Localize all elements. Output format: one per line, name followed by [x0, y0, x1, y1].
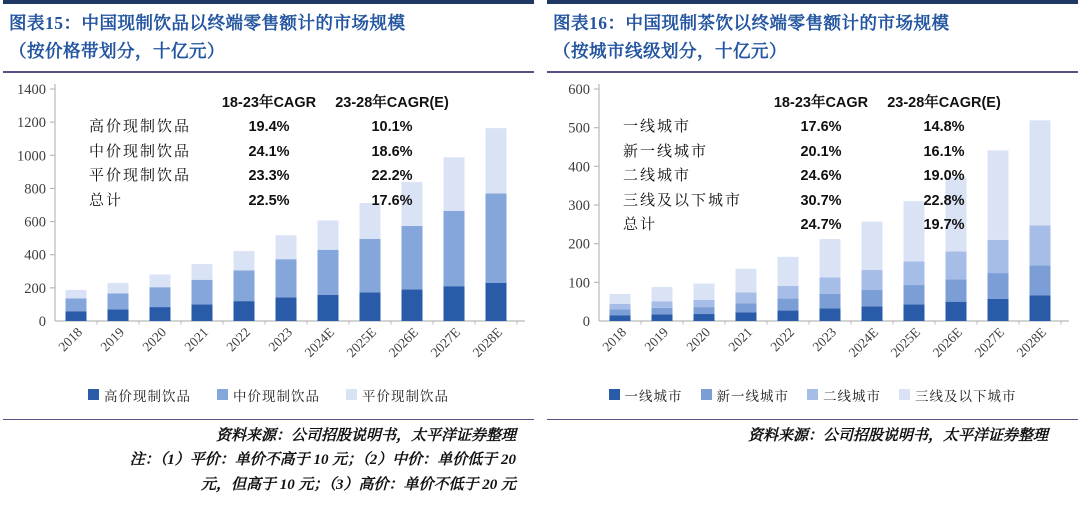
cagr-row-label: 中价现制饮品 — [89, 143, 192, 160]
x-axis-label: 2026E — [929, 324, 966, 360]
x-axis-label: 2027E — [971, 324, 1008, 360]
cagr-value-18-23: 20.1% — [800, 143, 842, 160]
bar-segment — [108, 283, 129, 293]
cagr-value-23-28: 16.1% — [923, 143, 965, 160]
bar-segment — [1030, 265, 1051, 295]
x-axis-label: 2023 — [809, 324, 840, 354]
x-axis-label: 2021 — [725, 324, 756, 354]
bar-segment — [862, 306, 883, 321]
y-axis-label: 1400 — [17, 81, 46, 98]
y-axis-label: 100 — [568, 275, 590, 292]
cagr-table — [623, 91, 1015, 238]
title-divider — [3, 71, 534, 73]
bar-segment — [402, 289, 423, 321]
x-axis-label: 2026E — [385, 324, 422, 360]
bar-segment — [276, 259, 297, 297]
x-axis-label: 2027E — [427, 324, 464, 360]
bar-segment — [820, 294, 841, 308]
bar-segment — [108, 293, 129, 309]
y-axis-label: 400 — [568, 159, 590, 176]
bar-segment — [150, 274, 171, 287]
bar-segment — [778, 310, 799, 320]
source-note: 资料来源：公司招股说明书，太平洋证券整理 — [747, 428, 1048, 445]
cagr-table-corner — [623, 91, 769, 116]
x-axis-label: 2024E — [845, 324, 882, 360]
bar-segment — [862, 289, 883, 306]
figure-16-title-line2: （按城市线级划分，十亿元） — [553, 41, 787, 62]
cagr-value-18-23: 24.1% — [248, 143, 290, 160]
cagr-column-header: 18-23年CAGR — [773, 94, 869, 111]
bar-segment — [192, 279, 213, 304]
bar-segment — [946, 279, 967, 301]
cagr-value-23-28: 17.6% — [371, 192, 413, 209]
figure-15-panel — [3, 0, 534, 497]
bar-segment — [736, 312, 757, 321]
figure-16-panel — [547, 0, 1078, 497]
cagr-table-corner — [89, 91, 217, 116]
bar-segment — [736, 268, 757, 292]
cagr-row-label: 一线城市 — [623, 119, 692, 136]
x-axis-label: 2025E — [887, 324, 924, 360]
bar-segment — [444, 286, 465, 321]
bar-segment — [66, 298, 87, 311]
bar-segment — [276, 235, 297, 259]
cagr-column-header: 18-23年CAGR — [221, 94, 317, 111]
bar-segment — [1030, 295, 1051, 321]
figure-16-title — [547, 4, 1078, 69]
bar-segment — [694, 283, 715, 299]
legend-label: 高价现制饮品 — [104, 388, 191, 404]
bar-segment — [820, 308, 841, 321]
legend-item — [701, 385, 790, 405]
y-axis-label: 200 — [568, 236, 590, 253]
x-axis-label: 2021 — [181, 324, 212, 354]
bar-segment — [610, 309, 631, 315]
bar-segment — [610, 294, 631, 304]
bar-segment — [108, 309, 129, 321]
cagr-value-18-23: 19.4% — [248, 119, 290, 136]
cagr-row-label: 新一线城市 — [623, 143, 709, 160]
cagr-value-18-23: 30.7% — [800, 192, 842, 209]
legend-swatch-icon — [88, 389, 99, 400]
bar-segment — [652, 301, 673, 308]
cagr-value-23-28: 10.1% — [371, 119, 413, 136]
bar-segment — [318, 249, 339, 294]
bar-segment — [904, 304, 925, 321]
cagr-row-label: 高价现制饮品 — [89, 119, 192, 136]
bar-segment — [234, 301, 255, 321]
bar-segment — [150, 287, 171, 307]
bar-segment — [694, 314, 715, 321]
bar-segment — [988, 273, 1009, 299]
y-axis-label: 1200 — [17, 114, 46, 131]
legend-item — [807, 385, 881, 405]
legend-label: 一线城市 — [624, 388, 683, 404]
legend-label: 二线城市 — [823, 388, 881, 404]
cagr-value-23-28: 19.0% — [923, 168, 965, 185]
y-axis-label: 0 — [582, 313, 590, 330]
y-axis-label: 200 — [24, 280, 46, 297]
cagr-row-label: 总计 — [623, 217, 658, 234]
bar-segment — [778, 286, 799, 299]
legend-label: 中价现制饮品 — [233, 388, 320, 404]
bar-segment — [904, 285, 925, 304]
bar-segment — [360, 238, 381, 292]
bar-segment — [192, 264, 213, 280]
bar-segment — [486, 193, 507, 282]
bar-segment — [946, 301, 967, 320]
bar-segment — [318, 220, 339, 249]
bar-segment — [486, 282, 507, 320]
chart-legend — [547, 385, 1078, 405]
cagr-table — [89, 91, 463, 214]
bar-segment — [610, 304, 631, 309]
cagr-row-label: 总计 — [89, 192, 124, 209]
x-axis-label: 2020 — [683, 324, 714, 354]
bar-segment — [736, 303, 757, 312]
bar-segment — [820, 239, 841, 277]
cagr-column-header: 23-28年CAGR(E) — [335, 94, 449, 111]
figure-15-title-line2: （按价格带划分，十亿元） — [9, 41, 225, 62]
bar-segment — [652, 287, 673, 301]
legend-label: 平价现制饮品 — [362, 388, 449, 404]
legend-swatch-icon — [701, 389, 712, 400]
x-axis-label: 2024E — [301, 324, 338, 360]
cagr-value-23-28: 14.8% — [923, 119, 965, 136]
x-axis-label: 2025E — [343, 324, 380, 360]
bar-segment — [610, 315, 631, 321]
bar-segment — [360, 292, 381, 321]
stacked-bar-chart-price-band — [3, 77, 534, 383]
bar-segment — [1030, 225, 1051, 265]
figure-15-title-line1: 图表15：中国现制饮品以终端零售额计的市场规模 — [9, 13, 406, 33]
legend-item — [217, 385, 320, 405]
legend-label: 三线及以下城市 — [915, 388, 1017, 404]
legend-item — [609, 385, 683, 405]
x-axis-label: 2023 — [265, 324, 296, 354]
cagr-value-18-23: 17.6% — [800, 119, 842, 136]
y-axis-label: 1000 — [17, 147, 46, 164]
x-axis-label: 2019 — [97, 324, 128, 354]
bar-segment — [694, 307, 715, 314]
legend-swatch-icon — [346, 389, 357, 400]
y-axis-label: 600 — [568, 81, 590, 98]
bar-segment — [652, 308, 673, 315]
x-axis-label: 2020 — [139, 324, 170, 354]
cagr-value-18-23: 24.7% — [800, 217, 842, 234]
legend-item — [88, 385, 191, 405]
bar-segment — [444, 210, 465, 285]
legend-swatch-icon — [899, 389, 910, 400]
x-axis-label: 2019 — [641, 324, 672, 354]
footnote-line: 元，但高于 10 元；（3）高价：单价不低于 20 元 — [200, 476, 516, 493]
stacked-bar-chart-city-tier — [547, 77, 1078, 383]
bar-segment — [1030, 120, 1051, 225]
cagr-column-header: 23-28年CAGR(E) — [887, 94, 1001, 111]
chart-legend — [3, 385, 534, 405]
cagr-value-18-23: 22.5% — [248, 192, 290, 209]
cagr-row-label: 二线城市 — [623, 168, 692, 185]
bar-segment — [778, 298, 799, 310]
bar-segment — [778, 257, 799, 286]
bar-segment — [862, 270, 883, 290]
bar-segment — [652, 314, 673, 321]
bar-segment — [192, 304, 213, 321]
cagr-value-23-28: 22.2% — [371, 168, 413, 185]
x-axis-label: 2018 — [55, 324, 86, 354]
bar-segment — [66, 311, 87, 321]
x-axis-label: 2028E — [469, 324, 506, 360]
cagr-value-23-28: 22.8% — [923, 192, 965, 209]
x-axis-label: 2018 — [599, 324, 630, 354]
cagr-value-23-28: 18.6% — [371, 143, 413, 160]
legend-swatch-icon — [217, 389, 228, 400]
cagr-row-label: 平价现制饮品 — [89, 168, 192, 185]
y-axis-label: 800 — [24, 181, 46, 198]
footnote-line: 注：（1）平价：单价不高于 10 元；（2）中价：单价低于 20 — [129, 452, 516, 469]
y-axis-label: 300 — [568, 197, 590, 214]
bar-segment — [988, 299, 1009, 321]
cagr-value-18-23: 24.6% — [800, 168, 842, 185]
bar-segment — [988, 239, 1009, 272]
cagr-value-18-23: 23.3% — [248, 168, 290, 185]
figure-16-footer — [547, 420, 1078, 448]
legend-swatch-icon — [609, 389, 620, 400]
legend-label: 新一线城市 — [716, 388, 789, 404]
bar-segment — [402, 226, 423, 289]
bar-segment — [234, 251, 255, 270]
x-axis-label: 2022 — [767, 324, 798, 354]
bar-segment — [946, 251, 967, 279]
y-axis-label: 500 — [568, 120, 590, 137]
bar-segment — [694, 299, 715, 306]
legend-item — [899, 385, 1017, 405]
cagr-value-23-28: 19.7% — [923, 217, 965, 234]
x-axis-label: 2028E — [1013, 324, 1050, 360]
bar-segment — [276, 297, 297, 321]
y-axis-label: 0 — [38, 313, 46, 330]
figure-15-footer — [3, 420, 534, 497]
bar-segment — [66, 290, 87, 298]
title-divider — [547, 71, 1078, 73]
bar-segment — [736, 292, 757, 303]
bar-segment — [820, 277, 841, 294]
source-note: 资料来源：公司招股说明书，太平洋证券整理 — [215, 428, 516, 445]
bar-segment — [150, 307, 171, 321]
bar-segment — [904, 261, 925, 285]
x-axis-label: 2022 — [223, 324, 254, 354]
legend-swatch-icon — [807, 389, 818, 400]
cagr-row-label: 三线及以下城市 — [623, 192, 743, 209]
bar-segment — [318, 295, 339, 321]
figure-15-title — [3, 4, 534, 69]
y-axis-label: 600 — [24, 214, 46, 231]
bar-segment — [234, 270, 255, 301]
bar-segment — [486, 128, 507, 193]
legend-item — [346, 385, 449, 405]
figure-16-title-line1: 图表16：中国现制茶饮以终端零售额计的市场规模 — [553, 13, 950, 33]
y-axis-label: 400 — [24, 247, 46, 264]
